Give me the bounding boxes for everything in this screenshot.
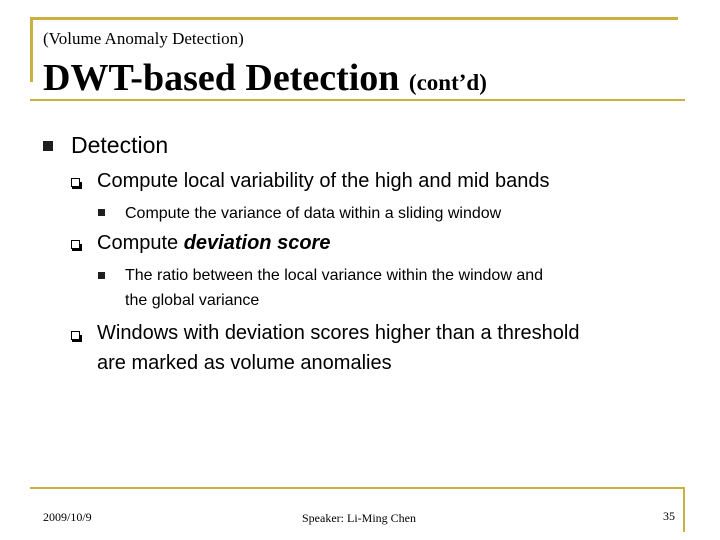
bullet-windows-line2: are marked as volume anomalies	[97, 352, 392, 374]
hollow-square-bullet-icon	[71, 178, 80, 187]
frame-left-line	[30, 17, 33, 82]
bullet-ratio	[125, 263, 543, 313]
bullet-compute-deviation-prefix: Compute	[97, 232, 184, 254]
square-bullet-icon	[98, 209, 105, 216]
square-bullet-icon	[43, 141, 53, 151]
bullet-compute-deviation-emphasis: deviation score	[183, 232, 331, 254]
footer-speaker: Speaker: Li-Ming Chen	[302, 511, 416, 525]
slide-title-main: DWT-based Detection	[43, 57, 400, 99]
bullet-detection: Detection	[71, 132, 169, 158]
footer-date: 2009/10/9	[43, 510, 92, 524]
bullet-windows	[97, 318, 579, 378]
slide-subtitle: (Volume Anomaly Detection)	[43, 29, 244, 48]
bullet-ratio-line2: the global variance	[125, 292, 260, 309]
bullet-windows-line1: Windows with deviation scores higher than a threshold	[97, 322, 580, 344]
slide-title	[43, 56, 487, 100]
frame-right-line	[683, 487, 685, 532]
bullet-ratio-line1: The ratio between the local variance within the window and	[125, 267, 544, 284]
bullet-compute-deviation	[97, 232, 330, 255]
frame-top-line	[30, 17, 678, 20]
bullet-compute-local: Compute local variability of the high and mid bands	[97, 170, 550, 192]
bullet-variance: Compute the variance of data within a sliding window	[125, 205, 502, 222]
page-number: 35	[663, 509, 675, 523]
hollow-square-bullet-icon	[71, 240, 80, 249]
footer-line	[30, 487, 685, 489]
square-bullet-icon	[98, 272, 105, 279]
slide-title-suffix: (cont’d)	[408, 70, 487, 95]
hollow-square-bullet-icon	[71, 331, 80, 340]
